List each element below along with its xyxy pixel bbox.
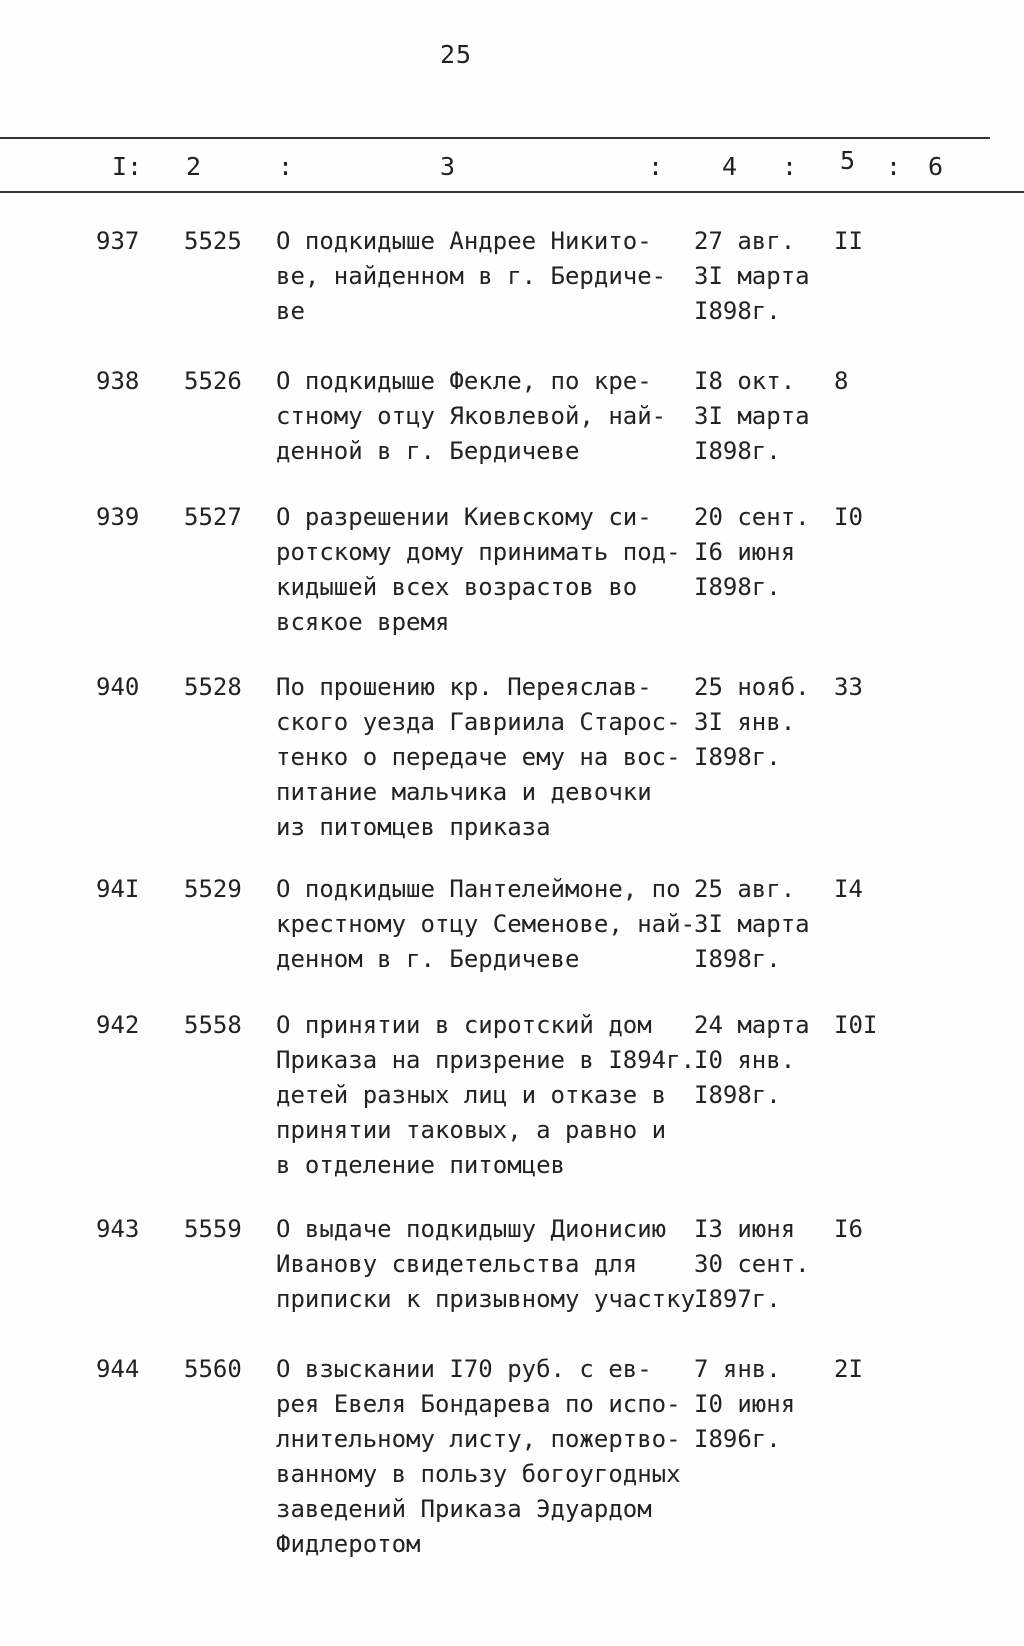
entry-dates [694,670,810,775]
sheet-count: I6 [834,1215,863,1243]
entry-dates [694,1212,810,1317]
case-number: 5560 [184,1355,242,1383]
title-line: крестному отцу Семенове, най- [276,910,696,938]
title-line: питание мальчика и девочки [276,778,652,806]
case-number: 5558 [184,1011,242,1039]
sheet-count: I0I [834,1011,878,1039]
date-line: I6 июня [694,538,796,566]
column-separator: : [886,152,902,181]
date-line: 7 янв. [694,1355,781,1383]
title-line: ве, найденном в г. Бердиче- [276,262,667,290]
entry-title [276,872,695,977]
title-line: ротскому дому принимать под- [276,538,681,566]
date-line: 3I марта [694,402,810,430]
date-line: I0 янв. [694,1046,796,1074]
title-line: рея Евеля Бондарева по испо- [276,1390,681,1418]
case-number: 5525 [184,227,242,255]
date-line: 3I марта [694,262,810,290]
title-line: По прошению кр. Переяслав- [276,673,652,701]
date-line: I3 июня [694,1215,796,1243]
title-line: заведений Приказа Эдуардом [276,1495,652,1523]
title-line: из питомцев приказа [276,813,551,841]
date-line: I898г. [694,1081,781,1109]
title-line: ванному в пользу богоугодных [276,1460,681,1488]
entry-number: 943 [96,1215,140,1243]
title-line: денном в г. Бердичеве [276,945,580,973]
title-line: кидышей всех возрастов во [276,573,638,601]
title-line: Иванову свидетельства для [276,1250,638,1278]
entry-dates [694,224,810,329]
date-line: I0 июня [694,1390,796,1418]
date-line: I898г. [694,297,781,325]
entry-title [276,1352,681,1562]
date-line: 25 авг. [694,875,796,903]
title-line: О подкидыше Фекле, по кре- [276,367,652,395]
sheet-count: 33 [834,673,863,701]
date-line: I898г. [694,743,781,771]
column-header-5: 5 [840,146,856,175]
column-header-3: 3 [440,152,456,181]
title-line: стному отцу Яковлевой, най- [276,402,667,430]
page-number: 25 [440,40,473,69]
entry-dates [694,1008,810,1113]
column-header-2: 2 [186,152,202,181]
title-line: в отделение питомцев [276,1151,565,1179]
date-line: 30 сент. [694,1250,810,1278]
entry-dates [694,1352,795,1457]
case-number: 5529 [184,875,242,903]
entry-title [276,1008,695,1183]
title-line: Приказа на призрение в I894г. [276,1046,696,1074]
sheet-count: II [834,227,863,255]
entry-number: 94I [96,875,140,903]
title-line: всякое время [276,608,450,636]
title-line: принятии таковых, а равно и [276,1116,667,1144]
sheet-count: 2I [834,1355,863,1383]
column-header-6: 6 [928,152,944,181]
date-line: 25 нояб. [694,673,810,701]
title-line: ве [276,297,305,325]
entry-number: 944 [96,1355,140,1383]
date-line: I898г. [694,437,781,465]
title-line: О принятии в сиротский дом [276,1011,652,1039]
title-line: лнительному листу, пожертво- [276,1425,681,1453]
entry-dates [694,364,810,469]
entry-title [276,670,681,845]
date-line: 3I марта [694,910,810,938]
title-line: денной в г. Бердичеве [276,437,580,465]
date-line: I898г. [694,945,781,973]
title-line: приписки к призывному участку [276,1285,696,1313]
column-header-4: 4 [722,152,738,181]
entry-title [276,1212,695,1317]
sheet-count: 8 [834,367,849,395]
column-header-1: I: [112,152,143,181]
entry-dates [694,872,810,977]
date-line: 27 авг. [694,227,796,255]
entry-number: 939 [96,503,140,531]
date-line: 3I янв. [694,708,796,736]
title-line: О выдаче подкидышу Дионисию [276,1215,667,1243]
title-line: тенко о передаче ему на вос- [276,743,681,771]
column-separator: : [648,152,664,181]
entry-number: 937 [96,227,140,255]
case-number: 5526 [184,367,242,395]
title-line: ского уезда Гавриила Старос- [276,708,681,736]
entry-title [276,500,681,640]
case-number: 5527 [184,503,242,531]
entry-number: 938 [96,367,140,395]
title-line: О подкидыше Андрее Никито- [276,227,652,255]
entry-title [276,364,666,469]
case-number: 5559 [184,1215,242,1243]
column-separator: : [782,152,798,181]
date-line: 20 сент. [694,503,810,531]
title-line: О взыскании I70 руб. с ев- [276,1355,652,1383]
date-line: I897г. [694,1285,781,1313]
entry-number: 942 [96,1011,140,1039]
title-line: О подкидыше Пантелеймоне, по [276,875,681,903]
sheet-count: I0 [834,503,863,531]
column-separator: : [278,152,294,181]
entry-number: 940 [96,673,140,701]
title-line: О разрешении Киевскому си- [276,503,652,531]
case-number: 5528 [184,673,242,701]
title-line: Фидлеротом [276,1530,421,1558]
date-line: 24 марта [694,1011,810,1039]
entry-title [276,224,666,329]
date-line: I898г. [694,573,781,601]
date-line: I8 окт. [694,367,796,395]
title-line: детей разных лиц и отказе в [276,1081,667,1109]
date-line: I896г. [694,1425,781,1453]
sheet-count: I4 [834,875,863,903]
entry-dates [694,500,810,605]
